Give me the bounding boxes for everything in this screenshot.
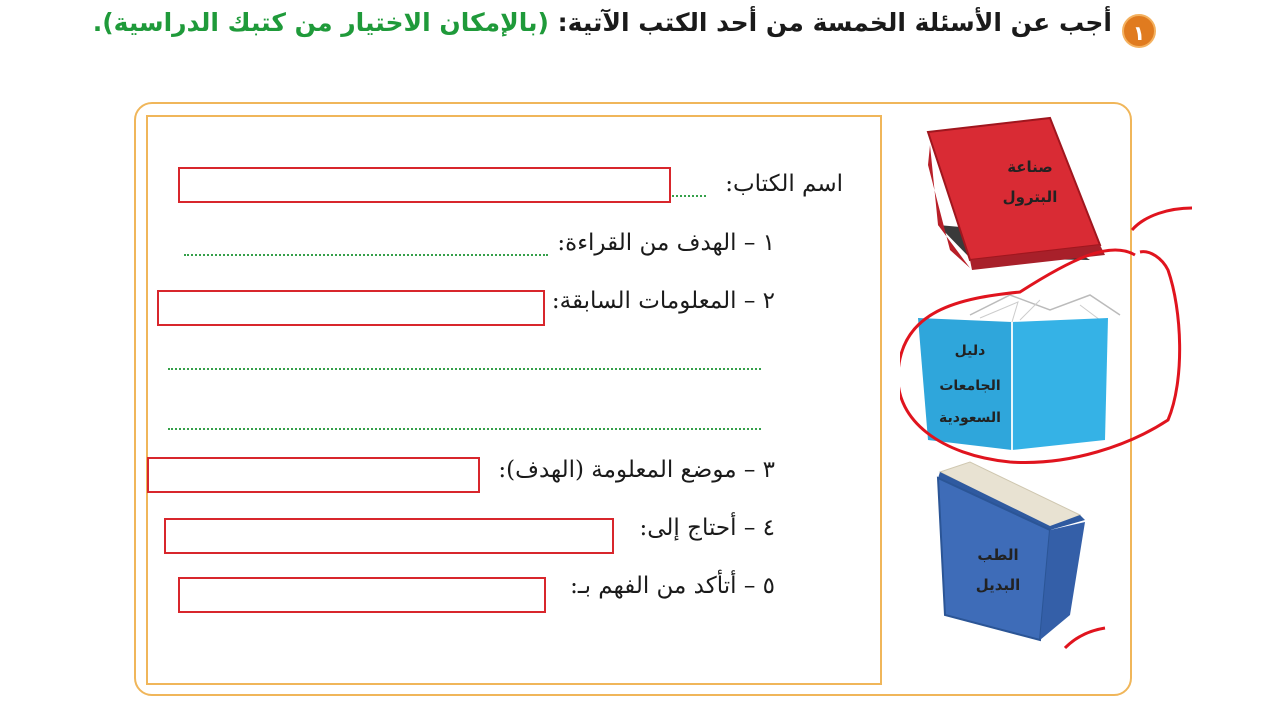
q1-answer-line[interactable] <box>184 254 548 256</box>
book-blue-pages <box>970 295 1120 315</box>
instruction-text: أجب عن الأسئلة الخمسة من أحد الكتب الآتية: <box>557 8 1112 37</box>
book-name-answer-box[interactable] <box>178 167 671 203</box>
q3-label: ٣ – موضع المعلومة (الهدف): <box>498 457 775 483</box>
q1-label: ١ – الهدف من القراءة: <box>557 230 775 256</box>
annotation-tick-top <box>1132 208 1192 230</box>
book-blue-title-1: دليل <box>954 343 986 359</box>
book-red-title-1: صناعة <box>1007 158 1053 176</box>
instruction-heading <box>93 8 1112 37</box>
question-number-badge: ١ <box>1122 14 1156 48</box>
book-blue-pages-2 <box>980 300 1100 322</box>
q2-answer-box[interactable] <box>157 290 545 326</box>
q4-answer-box[interactable] <box>164 518 614 554</box>
book-name-label: اسم الكتاب: <box>725 171 843 197</box>
q3-answer-box[interactable] <box>147 457 480 493</box>
book-name-dots <box>672 195 706 197</box>
q2-answer-line-2[interactable] <box>168 368 761 370</box>
book-blue-title-2: الجامعات <box>939 378 1001 394</box>
book-blue-right-cover <box>1012 318 1108 450</box>
q5-label: ٥ – أتأكد من الفهم بـ: <box>570 573 775 599</box>
q2-label: ٢ – المعلومات السابقة: <box>551 288 775 314</box>
q5-answer-box[interactable] <box>178 577 546 613</box>
q4-label: ٤ – أحتاج إلى: <box>639 515 775 541</box>
books-illustration <box>900 110 1200 670</box>
book-red-title-2: البترول <box>1002 188 1058 206</box>
instruction-note: (بالإمكان الاختيار من كتبك الدراسية). <box>92 8 549 37</box>
book-darkblue[interactable] <box>938 462 1085 640</box>
book-blue[interactable] <box>918 295 1120 450</box>
book-darkblue-title-1: الطب <box>977 546 1019 564</box>
book-darkblue-title-2: البديل <box>975 576 1021 594</box>
book-red[interactable] <box>928 118 1105 270</box>
annotation-tick-bottom <box>1065 628 1105 648</box>
book-blue-title-3: السعودية <box>939 410 1001 426</box>
q2-answer-line-3[interactable] <box>168 428 761 430</box>
